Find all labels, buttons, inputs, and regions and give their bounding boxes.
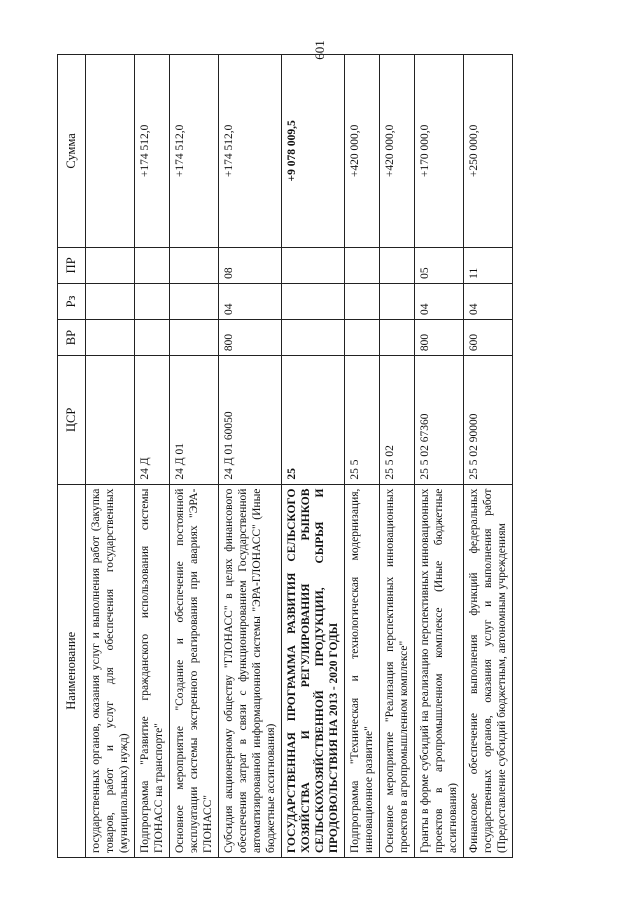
pr-cell — [86, 247, 135, 283]
name-cell: ГОСУДАРСТВЕННАЯ ПРОГРАММА РАЗВИТИЯ СЕЛЬСКОГО ХОЗЯЙСТВА И РЕГУЛИРОВАНИЯ РЫНКОВ СЕЛЬСКОХОЗЯЙСТВЕННОЙ ПРОДУКЦИИ, СЫРЬЯ И ПРОДОВОЛЬСТВИЯ НА 2013 - 2020 ГОДЫ — [282, 484, 345, 857]
table-row — [415, 55, 464, 858]
sum-cell: +174 512,0 — [135, 55, 170, 248]
header-vr: ВР — [58, 320, 86, 356]
vr-cell: 800 — [415, 320, 464, 356]
table-row — [345, 55, 380, 858]
sum-cell: +174 512,0 — [219, 55, 282, 248]
rz-cell — [282, 283, 345, 319]
vr-cell — [170, 320, 219, 356]
pr-cell — [282, 247, 345, 283]
name-cell: Основное мероприятие "Реализация перспективных инновационных проектов в агропромышленном комплексе" — [380, 484, 415, 857]
vr-cell — [282, 320, 345, 356]
name-cell: Гранты в форме субсидий на реализацию перспективных инновационных проектов в агропромышленном комплексе (Иные бюджетные ассигнования) — [415, 484, 464, 857]
code-cell: 25 5 02 90000 — [464, 356, 513, 484]
table-row — [170, 55, 219, 858]
pr-cell: 05 — [415, 247, 464, 283]
header-name: Наименование — [58, 484, 86, 857]
code-cell: 24 Д — [135, 356, 170, 484]
table-row — [135, 55, 170, 858]
rz-cell: 04 — [415, 283, 464, 319]
name-cell: Финансовое обеспечение выполнения функций федеральных государственных органов, оказания услуг и выполнения работ (Предоставление субсидий бюджетным, автономным учреждениям — [464, 484, 513, 857]
sum-cell: +420 000,0 — [345, 55, 380, 248]
code-cell: 25 5 — [345, 356, 380, 484]
pr-cell — [380, 247, 415, 283]
name-cell: Основное мероприятие "Создание и обеспечение постоянной эксплуатации системы экстренного реагирования при авариях "ЭРА-ГЛОНАСС" — [170, 484, 219, 857]
code-cell: 25 5 02 — [380, 356, 415, 484]
pr-cell: 08 — [219, 247, 282, 283]
budget-table — [57, 54, 513, 858]
sum-cell: +170 000,0 — [415, 55, 464, 248]
rz-cell — [170, 283, 219, 319]
vr-cell — [135, 320, 170, 356]
name-cell: Подпрограмма "Техническая и технологическая модернизация, инновационное развитие" — [345, 484, 380, 857]
code-cell — [86, 356, 135, 484]
header-pr: ПР — [58, 247, 86, 283]
rz-cell — [380, 283, 415, 319]
pr-cell — [135, 247, 170, 283]
code-cell: 24 Д 01 60050 — [219, 356, 282, 484]
vr-cell — [86, 320, 135, 356]
sum-cell: +9 078 009,5 — [282, 55, 345, 248]
pr-cell: 11 — [464, 247, 513, 283]
rotated-page — [57, 54, 597, 858]
code-cell: 25 — [282, 356, 345, 484]
header-code: ЦСР — [58, 356, 86, 484]
code-cell: 25 5 02 67360 — [415, 356, 464, 484]
code-cell: 24 Д 01 — [170, 356, 219, 484]
header-rz: Рз — [58, 283, 86, 319]
table-header-row — [58, 55, 86, 858]
rz-cell — [135, 283, 170, 319]
sum-cell — [86, 55, 135, 248]
vr-cell: 800 — [219, 320, 282, 356]
rz-cell — [86, 283, 135, 319]
name-cell: Субсидия акционерному обществу "ГЛОНАСС" в целях финансового обеспечения затрат в связи с функционированием Государственной автоматизированной информационной системы "ЭРА-ГЛОНАСС" (Иные бюджетные ассигнования) — [219, 484, 282, 857]
rz-cell: 04 — [219, 283, 282, 319]
sum-cell: +174 512,0 — [170, 55, 219, 248]
table-row — [464, 55, 513, 858]
name-cell: государственных органов, оказания услуг и выполнения работ (Закупка товаров, работ и услуг для обеспечения государственных (муниципальных) нужд) — [86, 484, 135, 857]
pr-cell — [345, 247, 380, 283]
vr-cell: 600 — [464, 320, 513, 356]
rz-cell: 04 — [464, 283, 513, 319]
page-number: 601 — [312, 40, 327, 60]
sum-cell: +250 000,0 — [464, 55, 513, 248]
vr-cell — [380, 320, 415, 356]
pr-cell — [170, 247, 219, 283]
table-row — [219, 55, 282, 858]
table-row — [86, 55, 135, 858]
sum-cell: +420 000,0 — [380, 55, 415, 248]
table-row — [282, 55, 345, 858]
table-row — [380, 55, 415, 858]
name-cell: Подпрограмма "Развитие гражданского использования системы ГЛОНАСС на транспорте" — [135, 484, 170, 857]
header-sum: Сумма — [58, 55, 86, 248]
rz-cell — [345, 283, 380, 319]
vr-cell — [345, 320, 380, 356]
